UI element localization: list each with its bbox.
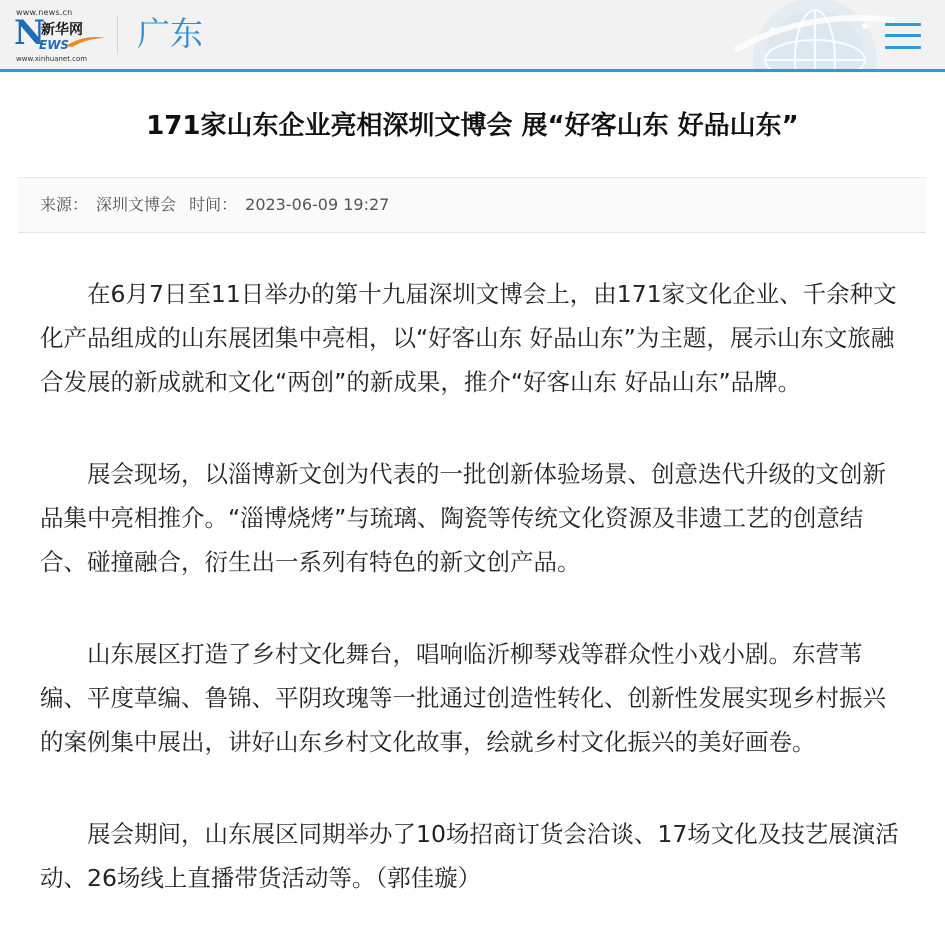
menu-bar-icon <box>885 34 921 37</box>
time-label: 时间： <box>189 195 238 214</box>
time-value: 2023-06-09 19:27 <box>245 195 390 214</box>
article-paragraph: 山东展区打造了乡村文化舞台，唱响临沂柳琴戏等群众性小戏小剧。东营苇编、平度草编、鲁锦、平阴玫瑰等一批通过创造性转化、创新性发展实现乡村振兴的案例集中展出，讲好山东乡村文化故事，绘就乡村文化振兴的美好画卷。 <box>40 640 886 756</box>
article-title: 171家山东企业亮相深圳文博会 展“好客山东 好品山东” <box>146 111 799 141</box>
article-paragraph: 展会期间，山东展区同期举办了10场招商订货会洽谈、17场文化及技艺展演活动、26场线上直播带货活动等。（郭佳璇） <box>40 820 899 892</box>
article-meta-bar <box>18 177 926 233</box>
logo-url-top: www.news.cn <box>16 8 73 17</box>
channel-title[interactable]: 广东 <box>137 14 203 53</box>
globe-decoration-icon <box>715 0 905 72</box>
logo-url-bottom: www.xinhuanet.com <box>16 55 88 63</box>
menu-bar-icon <box>885 23 921 26</box>
source-value: 深圳文博会 <box>96 195 177 214</box>
logo-swoosh-icon <box>66 34 106 48</box>
site-header <box>0 0 945 72</box>
article-paragraph: 展会现场，以淄博新文创为代表的一批创新体验场景、创意迭代升级的文创新品集中亮相推介。“淄博烧烤”与琉璃、陶瓷等传统文化资源及非遗工艺的创意结合、碰撞融合，衍生出一系列有特色的新文创产品。 <box>40 460 886 576</box>
menu-button[interactable] <box>885 22 921 50</box>
header-divider <box>117 16 118 54</box>
article-body <box>40 272 900 937</box>
xinhua-logo[interactable] <box>14 8 110 64</box>
logo-brand-en: EWS <box>39 38 70 52</box>
logo-letter-n: N <box>14 13 46 53</box>
article-meta <box>40 193 397 217</box>
article-paragraph: 在6月7日至11日举办的第十九届深圳文博会上，由171家文化企业、千余种文化产品组成的山东展团集中亮相，以“好客山东 好品山东”为主题，展示山东文旅融合发展的新成就和文化“两创”的新成果，推介“好客山东 好品山东”品牌。 <box>40 280 897 396</box>
source-label: 来源： <box>40 195 89 214</box>
menu-bar-icon <box>885 46 921 49</box>
logo-brand-cn: 新华网 <box>41 22 83 38</box>
